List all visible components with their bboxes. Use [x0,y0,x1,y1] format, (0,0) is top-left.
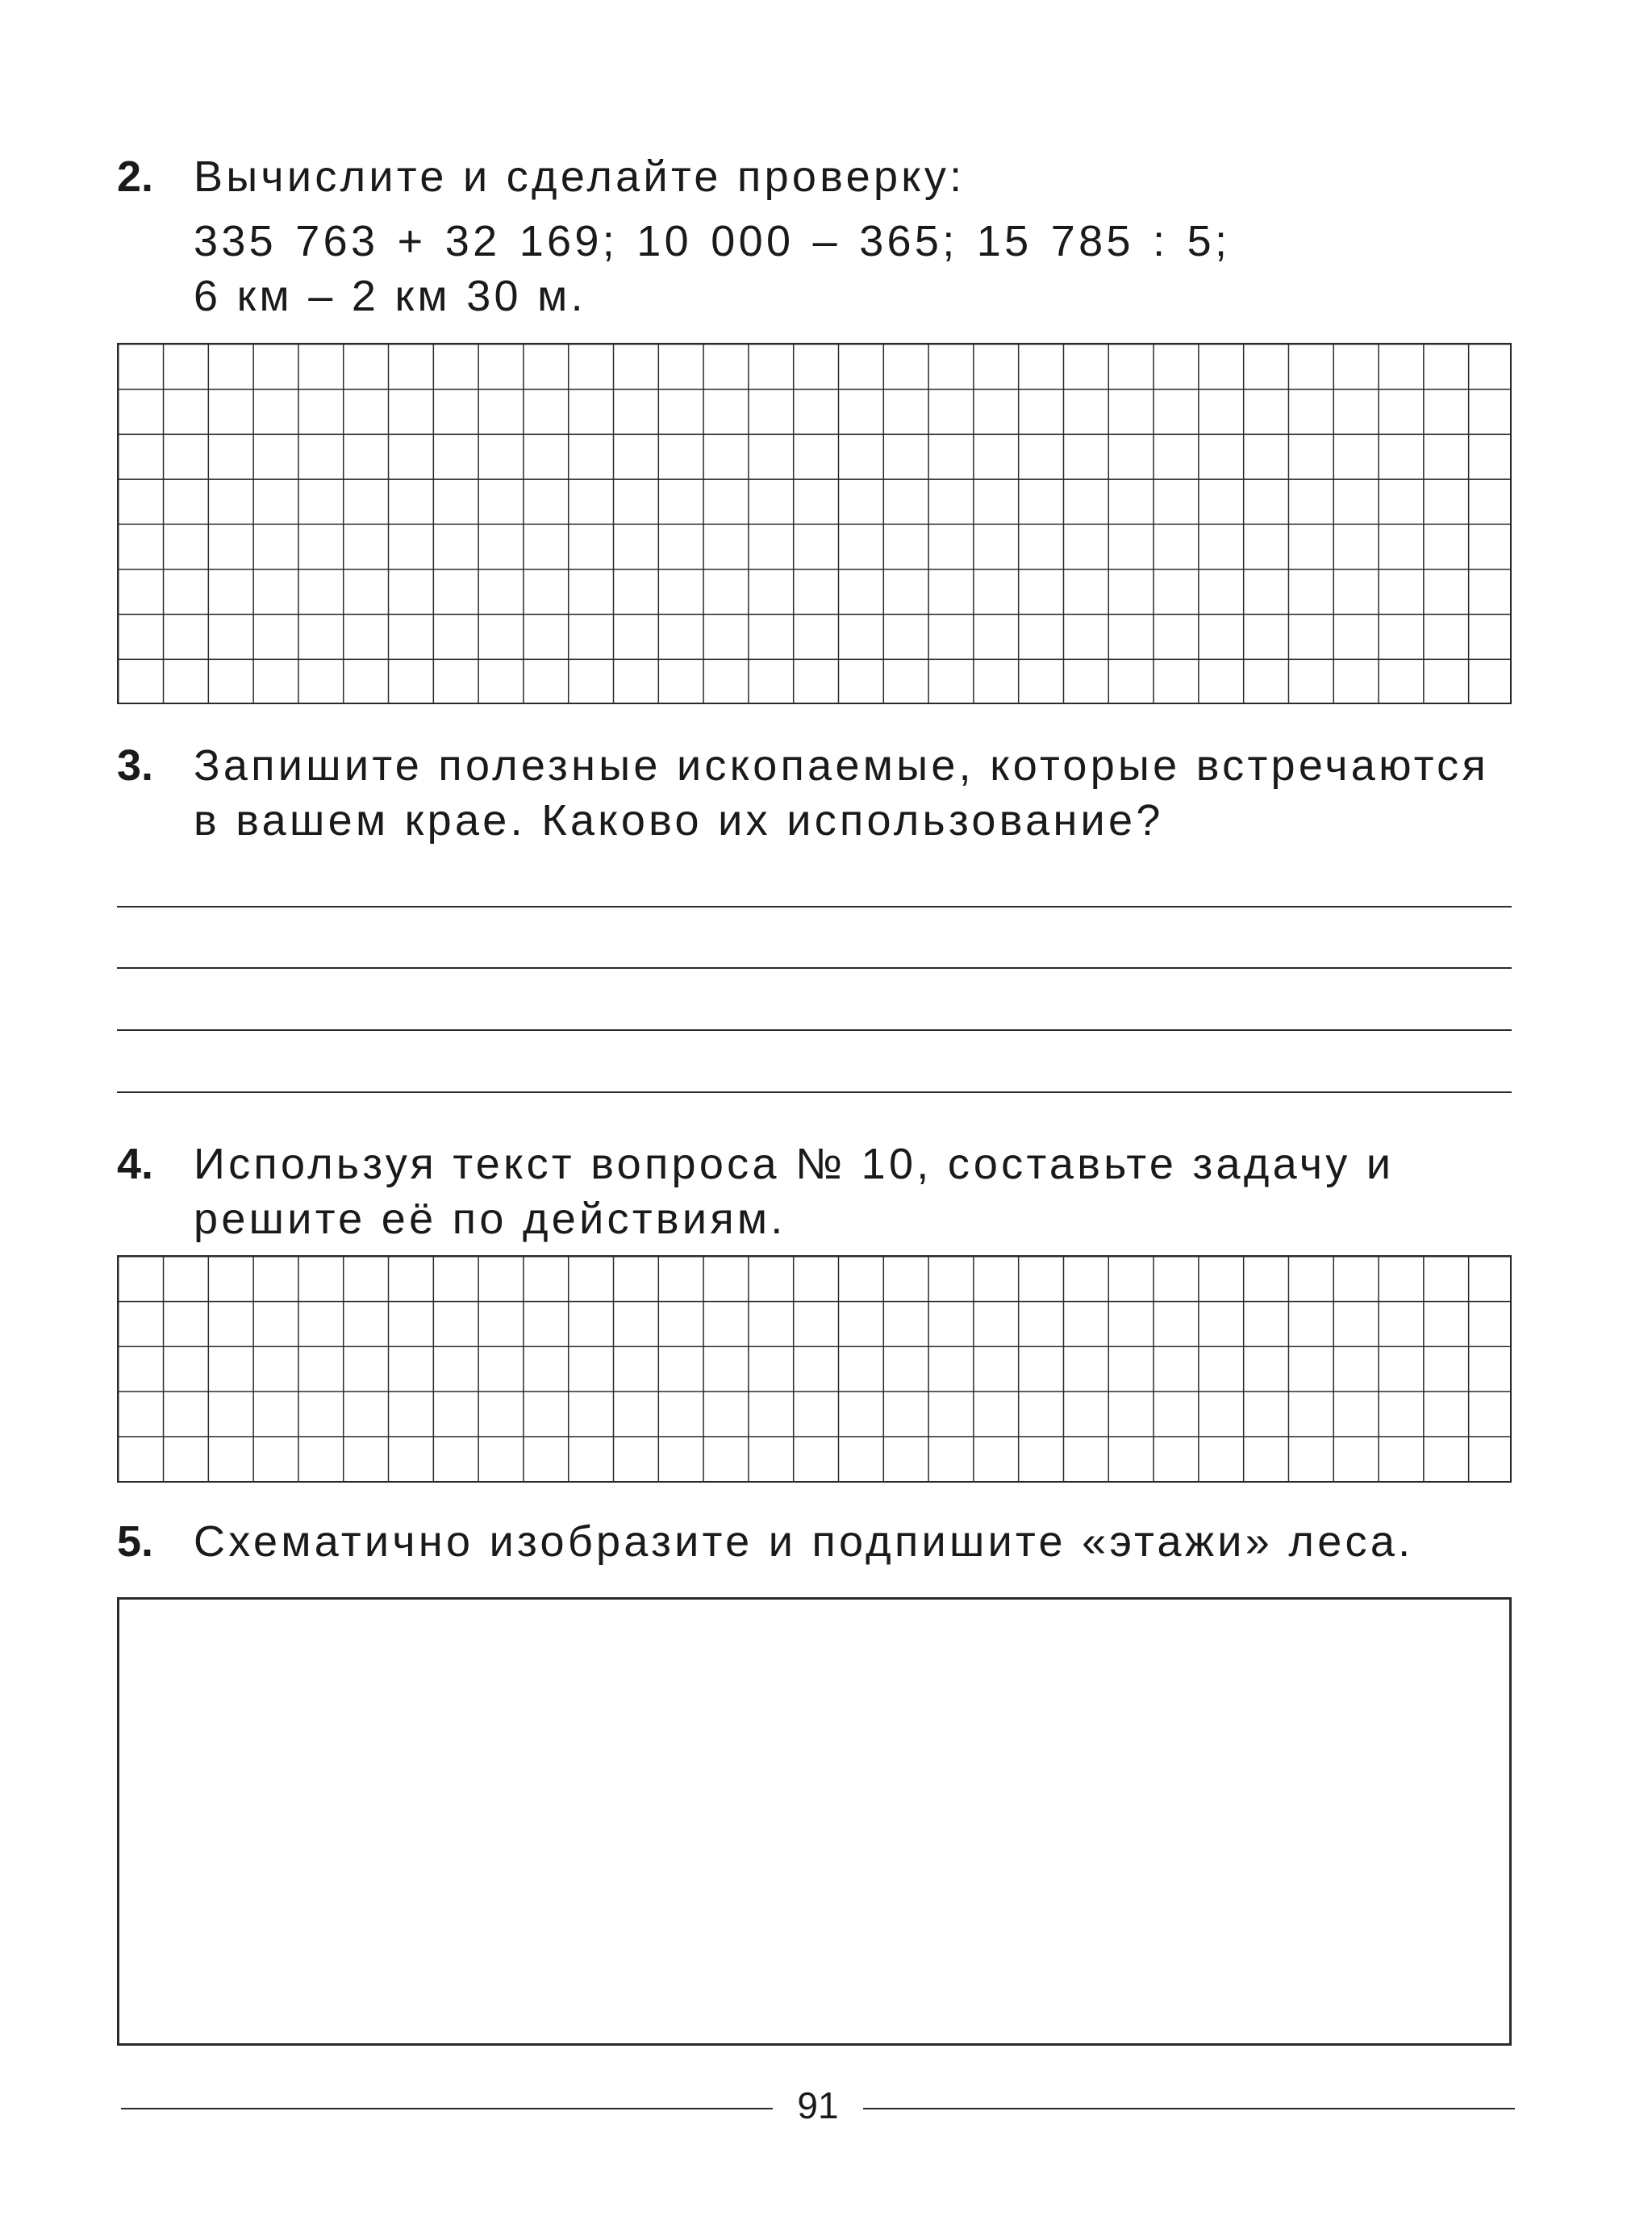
task-5-drawing-box[interactable] [117,1597,1512,2046]
answer-line-1[interactable] [117,906,1512,907]
task-2-number: 2. [117,152,154,201]
task-4-number: 4. [117,1140,154,1188]
footer-rule-right [863,2108,1515,2109]
task-5-number: 5. [117,1517,154,1566]
task-2-answer-grid[interactable] [117,343,1512,704]
task-3-text-line-1: Запишите полезные ископаемые, которые встречаются [194,741,1490,790]
task-4-text-line-2: решите её по действиям. [194,1195,786,1243]
task-5-text: Схематично изобразите и подпишите «этажи» леса. [194,1517,1414,1566]
task-2-title: Вычислите и сделайте проверку: [194,152,966,201]
task-2-expressions: 335 763 + 32 169; 10 000 – 365; 15 785 : 5; [194,217,1231,265]
footer-rule-left [121,2108,773,2109]
task-2-expression-units: 6 км – 2 км 30 м. [194,272,586,320]
answer-line-4[interactable] [117,1091,1512,1093]
page-number: 91 [797,2084,839,2126]
task-3-number: 3. [117,741,154,790]
task-4-answer-grid[interactable] [117,1255,1512,1483]
answer-line-3[interactable] [117,1029,1512,1031]
answer-line-2[interactable] [117,967,1512,969]
task-3-text-line-2: в вашем крае. Каково их использование? [194,796,1164,845]
task-4-text-line-1: Используя текст вопроса № 10, составьте задачу и [194,1140,1395,1188]
